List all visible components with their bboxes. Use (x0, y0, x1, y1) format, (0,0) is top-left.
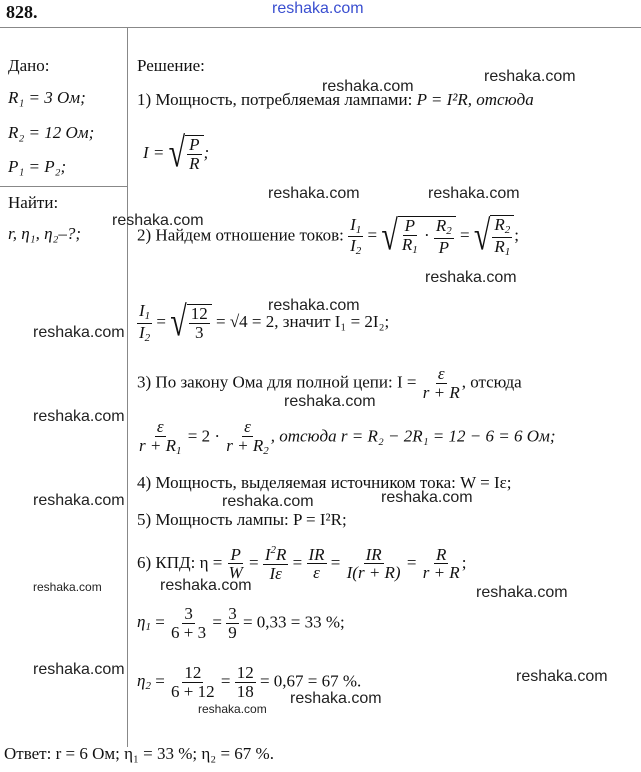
answer: Ответ: r = 6 Ом; η₁ = 33 %; η₂ = 67 %. (4, 744, 274, 763)
step4: 4) Мощность, выделяемая источником тока: W = Iε; (137, 473, 512, 492)
given-r2: R₂ = 12 Ом; (8, 123, 95, 142)
watermark: reshaka.com (425, 269, 517, 286)
step2-text: 2) Найдем отношение токов: $\frac{I_1}{I_2}$ = √ $\frac{P}{R_1}$ · $\frac{R_2}{P}$ = √ $\frac{R_2}{R_1}$ ; (137, 212, 519, 259)
watermark: reshaka.com (268, 185, 360, 202)
watermark: reshaka.com (160, 577, 252, 594)
find-list: r, η₁, η₂–?; (8, 224, 82, 243)
eta2-formula: $\eta_2$ = $\frac{12}{6 + 12}$ = $\frac{12}{18}$ = 0,67 = 67 %. (137, 663, 362, 701)
watermark: reshaka.com (198, 702, 267, 716)
watermark: reshaka.com (322, 78, 414, 95)
step6: 6) КПД: η = $\frac{P}{W}$ = $\frac{I^2R}{I\varepsilon}$ = $\frac{IR}{\varepsilon}$ = $\frac{IR}{I(r + R)}$ = $\frac{R}{r + R}$ ; (137, 544, 467, 583)
find-title: Найти: (8, 193, 59, 212)
watermark: reshaka.com (33, 580, 102, 594)
step5: 5) Мощность лампы: P = I²R; (137, 510, 347, 529)
watermark: reshaka.com (476, 584, 568, 601)
watermark: reshaka.com (268, 297, 360, 314)
given-find-divider (0, 186, 127, 187)
watermark: reshaka.com (516, 668, 608, 685)
solution-title: Решение: (137, 56, 205, 75)
watermark: reshaka.com (484, 68, 576, 85)
given-p: P₁ = P₂; (8, 157, 67, 176)
watermark: reshaka.com (428, 185, 520, 202)
watermark: reshaka.com (272, 0, 364, 17)
top-divider (0, 27, 641, 28)
step2-result: $\frac{I_1}{I_2}$ = √ $\frac{12}{3}$ = √4 = 2, значит I₁ = 2I₂; (139, 299, 390, 346)
problem-number: 828. (6, 2, 38, 22)
given-r1: R₁ = 3 Ом; (8, 88, 86, 107)
watermark: reshaka.com (381, 489, 473, 506)
step1-text: 1) Мощность, потребляемая лампами: P = I²R, отсюда (137, 90, 534, 109)
given-divider (127, 27, 128, 747)
step3-text: 3) По закону Ома для полной цепи: I = $\frac{\varepsilon}{r + R}$ , отсюда (137, 364, 522, 402)
step1-formula: I = √ $\frac{P}{R}$ ; (143, 130, 210, 177)
watermark: reshaka.com (222, 493, 314, 510)
watermark: reshaka.com (33, 408, 125, 425)
watermark: reshaka.com (33, 324, 125, 341)
watermark: reshaka.com (290, 690, 382, 707)
step3-formula: $\frac{\varepsilon}{r + R_1}$ = 2 · $\frac{\varepsilon}{r + R_2}$ , отсюда r = R₂ − 2R₁ = 12 − 6 = 6 Ом; (139, 417, 556, 457)
eta1-formula: $\eta_1$ = $\frac{3}{6 + 3}$ = $\frac{3}{9}$ = 0,33 = 33 %; (137, 604, 345, 642)
watermark: reshaka.com (284, 393, 376, 410)
watermark: reshaka.com (33, 492, 125, 509)
watermark: reshaka.com (33, 661, 125, 678)
watermark: reshaka.com (112, 212, 204, 229)
given-title: Дано: (8, 56, 50, 75)
